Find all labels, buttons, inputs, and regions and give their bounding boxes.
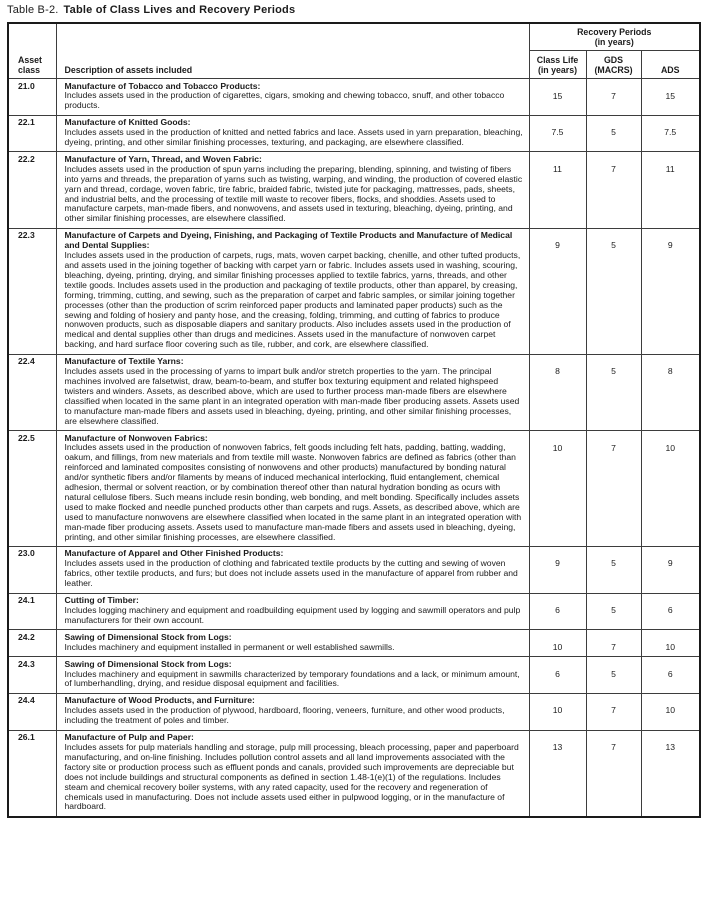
table-row xyxy=(8,657,700,694)
table-row xyxy=(8,152,700,228)
recovery-periods-line1: Recovery Periods xyxy=(577,27,652,37)
recovery-periods-line2: (in years) xyxy=(594,37,634,47)
column-group-recovery-periods xyxy=(529,23,700,51)
gds-cell xyxy=(586,228,641,354)
description-header-label: Description of assets included xyxy=(64,65,193,75)
ads-value: 13 xyxy=(665,742,676,753)
description-cell xyxy=(56,657,529,694)
ads-cell xyxy=(641,115,700,152)
column-header-description xyxy=(56,23,529,79)
asset-class-value: 23.0 xyxy=(18,548,35,559)
gds-cell xyxy=(586,593,641,630)
asset-class-value: 24.2 xyxy=(18,631,35,642)
asset-class-cell xyxy=(8,354,56,430)
ads-cell xyxy=(641,657,700,694)
asset-class-value: 22.5 xyxy=(18,432,35,443)
ads-cell xyxy=(641,228,700,354)
column-header-class-life xyxy=(529,51,586,79)
asset-class-cell xyxy=(8,630,56,657)
asset-class-cell xyxy=(8,228,56,354)
class-life-value: 11 xyxy=(553,163,562,174)
class-life-value: 13 xyxy=(552,742,563,753)
asset-description-title: Manufacture of Yarn, Thread, and Woven Fabric: xyxy=(64,153,262,164)
table-row xyxy=(8,79,700,116)
class-life-cell xyxy=(529,152,586,228)
asset-description-body: Includes logging machinery and equipment and roadbuilding equipment used by logging and sawmill operators and pulp manufacturers for their own account. xyxy=(64,605,521,625)
asset-class-cell xyxy=(8,657,56,694)
class-life-value: 6 xyxy=(555,605,560,616)
table-row xyxy=(8,354,700,430)
ads-value: 10 xyxy=(665,641,676,652)
ads-cell xyxy=(641,693,700,730)
ads-header-label: ADS xyxy=(660,65,680,75)
column-header-gds xyxy=(586,51,641,79)
asset-description-title: Sawing of Dimensional Stock from Logs: xyxy=(64,658,232,669)
description-cell xyxy=(56,693,529,730)
gds-value: 5 xyxy=(611,558,616,569)
asset-class-cell xyxy=(8,730,56,817)
asset-class-header-label: Asset class xyxy=(18,55,42,75)
asset-description-title: Manufacture of Tobacco and Tobacco Products: xyxy=(64,80,261,91)
gds-value: 7 xyxy=(611,442,616,453)
description-cell xyxy=(56,630,529,657)
asset-description-title: Manufacture of Pulp and Paper: xyxy=(64,732,194,743)
description-cell xyxy=(56,593,529,630)
ads-value: 7.5 xyxy=(664,127,677,138)
asset-description-title: Manufacture of Apparel and Other Finished Products: xyxy=(64,548,284,559)
class-life-value: 9 xyxy=(555,558,560,569)
asset-description-body: Includes assets used in the production of cigarettes, cigars, smoking and chewing tobacco, snuff, and other tobacco products. xyxy=(64,90,505,111)
ads-cell xyxy=(641,152,700,228)
table-row xyxy=(8,546,700,593)
column-header-asset-class xyxy=(8,23,56,79)
table-row xyxy=(8,228,700,354)
asset-description-title: Cutting of Timber: xyxy=(64,595,139,606)
description-cell xyxy=(56,115,529,152)
gds-value: 7 xyxy=(611,641,616,652)
asset-class-value: 22.1 xyxy=(18,117,35,128)
asset-class-value: 26.1 xyxy=(18,732,35,743)
ads-value: 8 xyxy=(667,366,673,377)
class-life-value: 7.5 xyxy=(551,127,564,138)
ads-value: 10 xyxy=(665,705,676,716)
gds-value: 7 xyxy=(611,90,616,101)
ads-value: 6 xyxy=(667,668,673,679)
asset-class-value: 24.4 xyxy=(18,695,35,706)
class-life-cell xyxy=(529,546,586,593)
description-cell xyxy=(56,546,529,593)
gds-value: 7 xyxy=(611,163,616,174)
class-life-value: 9 xyxy=(555,240,560,251)
class-life-cell xyxy=(529,693,586,730)
table-title xyxy=(7,4,700,17)
gds-value: 5 xyxy=(611,127,616,138)
asset-description-title: Manufacture of Knitted Goods: xyxy=(64,117,191,128)
asset-description-body: Includes assets used in the production of carpets, rugs, mats, woven carpet backing, chenille, and other tufted products, and assets used in the joining together of backing with carpet yarn or fabric. Includes assets used in washing, scouring, bleaching, dyeing, printing, drying, and similar finishing processes applied to textile fabrics, yarns, threads, and other textile goods. Includes assets used in the production and packaging of textile products, other than apparel, by creasing, forming, trimming, cutting, and sewing, such as the preparation of carpet and fabric samples, or similar joining together processes (other than the production of scrim reinforced paper products and laminated paper products) such as the sewing and folding of hosiery and panty hose, and the creasing, folding, trimming, and cutting of fabrics to produce nonwoven products, such as disposable diapers and sanitary products. Also includes assets used in the production of medical and dental supplies other than drugs and medicines. Assets used in the manufacture of nonwoven carpet backing, and hard surface floor covering such as tile, rubber, and cork, are elsewhere classified. xyxy=(64,250,521,350)
asset-class-value: 22.2 xyxy=(18,153,35,164)
asset-class-value: 21.0 xyxy=(18,80,35,91)
asset-class-cell xyxy=(8,693,56,730)
asset-description-title: Manufacture of Wood Products, and Furniture: xyxy=(64,695,255,706)
table-row xyxy=(8,593,700,630)
asset-class-cell xyxy=(8,152,56,228)
class-life-value: 15 xyxy=(552,90,563,101)
asset-class-value: 24.3 xyxy=(18,658,35,669)
table-number-label: Table B-2. xyxy=(7,4,59,16)
table-title-text: Table of Class Lives and Recovery Periods xyxy=(63,4,296,16)
class-lives-table xyxy=(7,22,701,818)
asset-class-cell xyxy=(8,79,56,116)
description-cell xyxy=(56,431,529,547)
asset-class-value: 24.1 xyxy=(18,595,35,606)
column-header-ads xyxy=(641,51,700,79)
ads-value: 6 xyxy=(667,605,673,616)
gds-cell xyxy=(586,431,641,547)
description-cell xyxy=(56,730,529,817)
ads-cell xyxy=(641,79,700,116)
ads-cell xyxy=(641,593,700,630)
table-row xyxy=(8,630,700,657)
gds-value: 5 xyxy=(611,605,616,616)
gds-cell xyxy=(586,693,641,730)
gds-cell xyxy=(586,115,641,152)
table-row xyxy=(8,730,700,817)
class-life-cell xyxy=(529,630,586,657)
class-life-line1: Class Life xyxy=(536,55,579,65)
asset-description-body: Includes assets used in the production of nonwoven fabrics, felt goods including felt hats, padding, batting, wadding, oakum, and fillings, from new materials and from textile mill waste. Nonwoven fabrics are defined as fabrics (other than reinforced and laminated composites consisting of nonwovens and other products) manufactured by bonding natural and/or synthetic fibers and/or filaments by means of induced mechanical interlocking, fluid entanglement, chemical adhesion, thermal or solvent reaction, or by combination thereof other than natural hydration bonding as ocurs with natural cellulose fibers. Such means include resin bonding, web bonding, and melt bonding. Specifically includes assets used to make flocked and needle punched products other than carpets and rugs. Assets, as described above, which are used to manufacture nonwovens are elsewhere classified when located in the same plant in an integrated operation with man-made fiber producing assets. Assets used to manufacture man-made fibers and assets used in bleaching, dyeing, printing, and other similar finishing processes, are elsewhere classified. xyxy=(64,442,522,542)
asset-class-value: 22.4 xyxy=(18,356,35,367)
asset-description-body: Includes assets used in the production of plywood, hardboard, flooring, veneers, furniture, and other wood products, including the treatment of poles and timber. xyxy=(64,705,505,726)
class-life-value: 10 xyxy=(552,641,563,652)
gds-value: 5 xyxy=(611,366,616,377)
asset-description-body: Includes assets used in the production of spun yarns including the preparing, blending, spinning, and twisting of fibers into yarns and threads, the preparation of yarns such as twisting, warping, and winding, the production of covered elastic yarn and thread, cordage, woven fabric, tire fabric, braided fabric, twisted jute for packaging, mattresses, pads, sheets, and industrial belts, and the processing of textile mill waste to recover fibers, flocks, and shoddies. Assets used to manufacture carpets, man-made fibers, and nonwovens, and assets used in texturing, bleaching, dyeing, printing, and other similar finishing processes, are elsewhere classified. xyxy=(64,163,523,224)
class-life-cell xyxy=(529,657,586,694)
gds-cell xyxy=(586,630,641,657)
class-life-cell xyxy=(529,228,586,354)
class-life-value: 8 xyxy=(555,366,560,377)
ads-cell xyxy=(641,431,700,547)
class-life-cell xyxy=(529,354,586,430)
table-row xyxy=(8,693,700,730)
gds-cell xyxy=(586,657,641,694)
gds-cell xyxy=(586,546,641,593)
ads-value: 9 xyxy=(667,240,673,251)
class-life-cell xyxy=(529,431,586,547)
asset-class-cell xyxy=(8,593,56,630)
asset-description-title: Manufacture of Textile Yarns: xyxy=(64,356,184,367)
asset-description-body: Includes assets used in the production of knitted and netted fabrics and lace. Assets used in yarn preparation, bleaching, dyeing, printing, and other similar finishing processes, texturing, and packaging, are elsewhere classified. xyxy=(64,127,523,148)
class-life-cell xyxy=(529,593,586,630)
description-cell xyxy=(56,79,529,116)
ads-cell xyxy=(641,546,700,593)
asset-description-title: Sawing of Dimensional Stock from Logs: xyxy=(64,631,232,642)
class-life-line2: (in years) xyxy=(537,65,578,75)
asset-class-cell xyxy=(8,431,56,547)
gds-cell xyxy=(586,79,641,116)
ads-value: 11 xyxy=(665,163,675,174)
gds-value: 5 xyxy=(611,240,616,251)
asset-class-cell xyxy=(8,115,56,152)
asset-description-body: Includes assets for pulp materials handling and storage, pulp mill processing, bleach processing, paper and paperboard manufacturing, and on-line finishing. Includes pollution control assets and all land improvements associated with the factory site or production process such as effluent ponds and canals, provided such improvements are depreciable but does not include buildings and structural components as defined in section 1.48-1(e)(1) of the regulations. Includes steam and chemical recovery boiler systems, with any rated capacity, used for the recovery and regeneration of chemicals used in manufacturing. Does not include assets used either in pulpwood logging, or in the manufacture of hardboard. xyxy=(64,741,519,812)
ads-value: 15 xyxy=(665,90,676,101)
class-life-cell xyxy=(529,79,586,116)
asset-description-title: Manufacture of Nonwoven Fabrics: xyxy=(64,432,208,443)
gds-value: 5 xyxy=(611,668,616,679)
asset-class-value: 22.3 xyxy=(18,230,35,241)
table-header xyxy=(8,23,700,79)
gds-cell xyxy=(586,354,641,430)
ads-cell xyxy=(641,354,700,430)
gds-value: 7 xyxy=(611,705,616,716)
asset-description-body: Includes assets used in the processing of yarns to impart bulk and/or stretch properties to the yarn. The principal machines involved are falsetwist, draw, beam-to-beam, and stuffer box texturing equipment and related highspeed twisters and winders. Assets, as described above, which are used to further process man-made fibers are elsewhere classified when located in the same plant in an integrated operation with man-made fiber producing assets. Assets used to manufacture man-made fibers and assets used in bleaching, dyeing, printing, and other similar finishing processes, are elsewhere classified. xyxy=(64,366,520,426)
description-cell xyxy=(56,152,529,228)
table-row xyxy=(8,431,700,547)
asset-description-body: Includes machinery and equipment in sawmills characterized by temporary foundations and a lack, or minimum amount, of lumberhandling, drying, and residue disposal equipment and facilities. xyxy=(64,668,520,689)
gds-value: 7 xyxy=(611,742,616,753)
class-life-value: 10 xyxy=(552,705,563,716)
gds-cell xyxy=(586,730,641,817)
ads-value: 9 xyxy=(667,558,673,569)
gds-line1: GDS xyxy=(603,55,624,65)
ads-value: 10 xyxy=(665,442,676,453)
class-life-value: 10 xyxy=(552,442,563,453)
table-row xyxy=(8,115,700,152)
description-cell xyxy=(56,228,529,354)
ads-cell xyxy=(641,730,700,817)
asset-description-body: Includes assets used in the production of clothing and fabricated textile products by the cutting and sewing of woven fabrics, other textile products, and furs; but does not include assets used in the manufacture of apparel from rubber and leather. xyxy=(64,558,518,589)
class-life-value: 6 xyxy=(555,668,560,679)
asset-class-cell xyxy=(8,546,56,593)
class-life-cell xyxy=(529,115,586,152)
gds-line2: (MACRS) xyxy=(594,65,633,75)
table-body xyxy=(8,79,700,817)
class-life-cell xyxy=(529,730,586,817)
description-cell xyxy=(56,354,529,430)
ads-cell xyxy=(641,630,700,657)
asset-description-body: Includes machinery and equipment installed in permanent or well established sawmills. xyxy=(64,641,395,652)
asset-description-title: Manufacture of Carpets and Dyeing, Finishing, and Packaging of Textile Products and Manufacture of Medical and Dental Supplies: xyxy=(64,230,513,251)
gds-cell xyxy=(586,152,641,228)
